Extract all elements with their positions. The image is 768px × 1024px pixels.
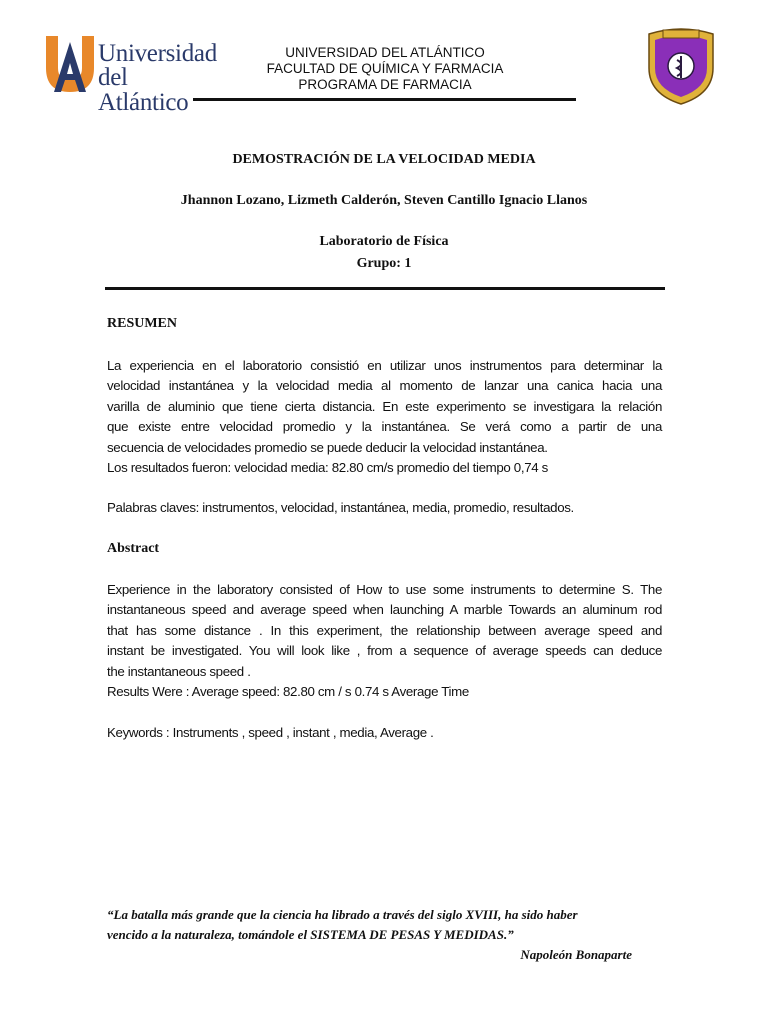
- resumen-line: secuencia de velocidades promedio se puede deducir la velocidad instantánea.: [107, 439, 548, 455]
- header-divider: [193, 98, 576, 101]
- abstract-line: the instantaneous speed .: [107, 663, 251, 679]
- abstract-body: [107, 580, 662, 702]
- abstract-heading: Abstract: [107, 541, 160, 556]
- abstract-line: instantaneous speed and average speed when launching A marble Towards an aluminum rod: [107, 602, 662, 618]
- university-logo: [42, 32, 217, 116]
- resumen-results: Los resultados fueron: velocidad media: 82.80 cm/s promedio del tiempo 0,74 s: [107, 460, 548, 476]
- logo-text-line1: Universidad: [98, 40, 217, 67]
- document-title: DEMOSTRACIÓN DE LA VELOCIDAD MEDIA: [232, 152, 536, 167]
- resumen-keywords: Palabras claves: instrumentos, velocidad, instantánea, media, promedio, resultados.: [107, 500, 574, 515]
- title-divider: [105, 287, 665, 290]
- header-program: PROGRAMA DE FARMACIA: [298, 77, 472, 92]
- closing-quote: [107, 905, 637, 965]
- pharmacy-crest-icon: [641, 24, 721, 106]
- document-authors: Jhannon Lozano, Lizmeth Calderón, Steven Cantillo Ignacio Llanos: [180, 193, 588, 208]
- resumen-line: La experiencia en el laboratorio consistió en utilizar unos instrumentos para determinar la: [107, 358, 662, 373]
- university-logo-text: [98, 41, 217, 115]
- abstract-results: Results Were : Average speed: 82.80 cm / s 0.74 s Average Time: [107, 684, 469, 700]
- header-university: UNIVERSIDAD DEL ATLÁNTICO: [285, 45, 485, 60]
- faculty-crest: [641, 24, 721, 106]
- university-logo-mark-icon: [42, 32, 98, 96]
- institution-header: [240, 45, 530, 93]
- quote-line: “La batalla más grande que la ciencia ha librado a través del siglo XVIII, ha sido haber: [107, 907, 578, 922]
- group-number: Grupo: 1: [356, 256, 412, 271]
- lab-name: Laboratorio de Física: [319, 234, 449, 249]
- abstract-line: Experience in the laboratory consisted of How to use some instruments to determine S. The: [107, 582, 662, 597]
- resumen-line: velocidad instantánea y la velocidad media al momento de lanzar una canica hacia una: [107, 378, 662, 394]
- abstract-line: that has some distance . In this experiment, the relationship between average speed and: [107, 622, 662, 638]
- abstract-keywords: Keywords : Instruments , speed , instant , media, Average .: [107, 725, 434, 740]
- resumen-line: varilla de aluminio que tiene cierta distancia. En este experimento se investigara la relación: [107, 398, 662, 414]
- resumen-heading: RESUMEN: [107, 316, 178, 331]
- header-faculty: FACULTAD DE QUÍMICA Y FARMACIA: [266, 61, 504, 76]
- logo-text-line2: del Atlántico: [98, 64, 189, 116]
- quote-author: Napoleón Bonaparte: [520, 947, 632, 962]
- resumen-body: [107, 356, 662, 478]
- abstract-line: instant be investigated. You will look like , from a sequence of average speeds can deduce: [107, 643, 662, 659]
- quote-line: vencido a la naturaleza, tomándole el SISTEMA DE PESAS Y MEDIDAS.”: [107, 927, 514, 942]
- resumen-line: que existe entre velocidad promedio y la instantánea. Se verá como a partir de una: [107, 419, 662, 435]
